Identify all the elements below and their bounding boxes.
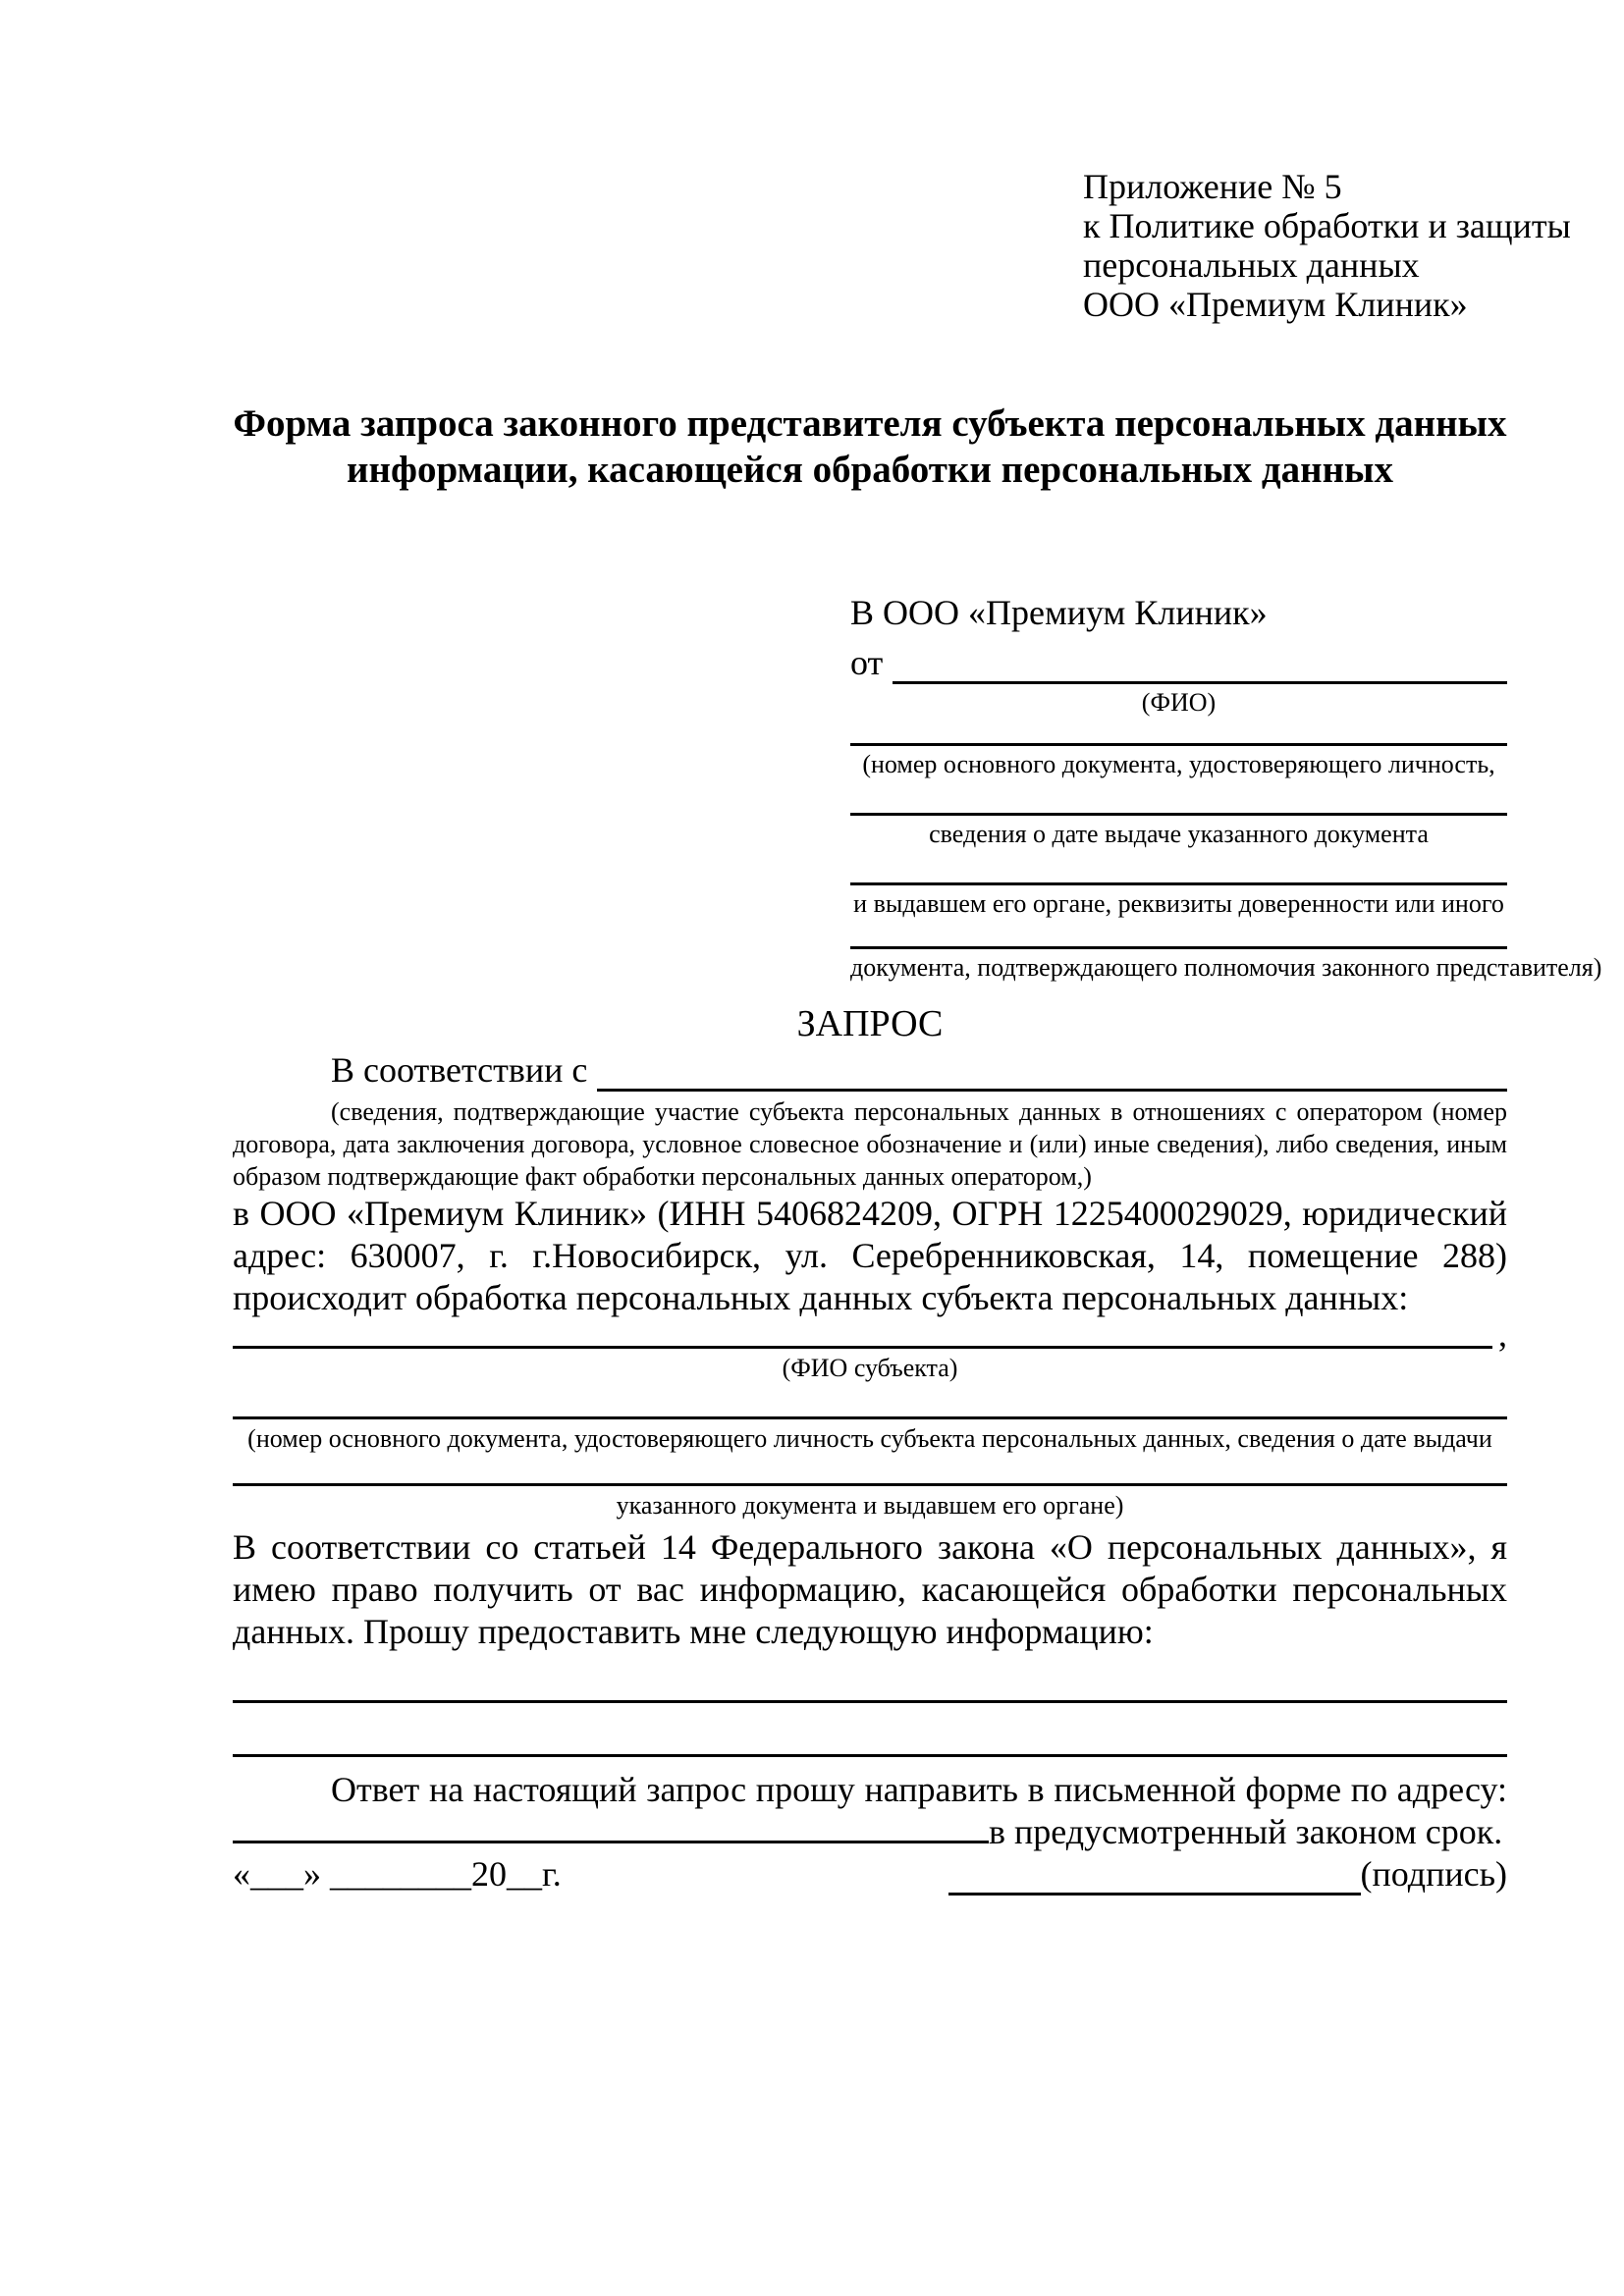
subject-caption-fio: (ФИО субъекта) <box>782 1354 958 1382</box>
document-title-line2: информации, касающейся обработки персональных данных <box>347 449 1393 491</box>
answer-tail: в предусмотренный законом срок. <box>989 1812 1503 1851</box>
blank-field-line <box>233 1383 1507 1419</box>
appendix-line: персональных данных <box>1083 245 1420 285</box>
subject-caption-issuing-authority: указанного документа и выдавшем его органе) <box>616 1491 1124 1520</box>
request-heading: ЗАПРОС <box>796 1003 944 1044</box>
blank-field-line <box>893 641 1507 684</box>
answer-paragraph <box>233 1769 1507 1853</box>
blank-field-line <box>850 718 1507 746</box>
footer-row <box>233 1851 1507 1896</box>
subject-fio-field-row <box>233 1314 1507 1354</box>
field-caption-document-number: (номер основного документа, удостоверяющего личность, <box>862 750 1495 778</box>
signature-caption: (подпись) <box>1360 1854 1507 1894</box>
addressee-to: В ООО «Премиум Клиник» <box>850 593 1268 632</box>
date-blank: «___» ________20__г. <box>233 1854 562 1894</box>
blank-field-line <box>233 1319 1492 1349</box>
document-title-line1: Форма запроса законного представителя субъекта персональных данных <box>233 402 1507 445</box>
field-caption-fio: (ФИО) <box>1141 688 1217 717</box>
blank-field-line <box>233 1454 1507 1486</box>
appendix-header <box>1083 167 1571 324</box>
blank-field-line <box>233 1811 989 1843</box>
blank-field-line <box>233 1703 1507 1757</box>
answer-text: Ответ на настоящий запрос прошу направить в письменной форме по адресу: <box>331 1770 1507 1809</box>
blank-field-line <box>850 779 1507 816</box>
appendix-line: ООО «Премиум Клиник» <box>1083 285 1468 324</box>
from-label: от <box>850 643 884 682</box>
field-caption-issue-date: сведения о дате выдаче указанного документа <box>929 820 1429 848</box>
subject-caption-document: (номер основного документа, удостоверяющего личность субъекта персональных данных, сведения о дате выдачи <box>247 1424 1492 1453</box>
rights-paragraph: В соответствии со статьей 14 Федерального закона «О персональных данных», я имею право получить от вас информацию, касающейся обработки персональных данных. Прошу предоставить мне следующую информацию: <box>233 1527 1507 1651</box>
field-caption-issuing-authority: и выдавшем его органе, реквизиты доверенности или иного <box>853 889 1504 918</box>
fio-line-comma: , <box>1498 1314 1507 1354</box>
blank-field-line <box>850 849 1507 885</box>
appendix-line: Приложение № 5 <box>1083 167 1342 206</box>
signature-area <box>948 1851 1507 1896</box>
blank-field-line <box>233 1653 1507 1703</box>
field-caption-representative-authority: документа, подтверждающего полномочия законного представителя) <box>850 953 1602 982</box>
intro-field-row <box>233 1048 1507 1092</box>
blank-field-line <box>850 919 1507 949</box>
blank-field-line <box>597 1048 1507 1092</box>
appendix-line: к Политике обработки и защиты <box>1083 206 1571 245</box>
intro-caption: (сведения, подтверждающие участие субъекта персональных данных в отношениях с оператором (номер договора, дата заключения договора, условное словесное обозначение и (или) иные сведения), либо сведения, иным образом подтверждающие факт обработки персональных данных оператором,) <box>233 1097 1507 1191</box>
document-title <box>233 400 1507 493</box>
addressee-block <box>850 592 1602 983</box>
intro-label: В соответствии с <box>331 1050 588 1090</box>
from-field-row <box>850 641 1507 684</box>
request-body <box>233 1048 1507 1853</box>
operator-paragraph: в ООО «Премиум Клиник» (ИНН 5406824209, ОГРН 1225400029029, юридический адрес: 630007, г. г.Новосибирск, ул. Серебренниковская, 14, помещение 288) происходит обработка персональных данных субъекта персональных данных: <box>233 1194 1507 1317</box>
signature-line <box>948 1851 1361 1896</box>
